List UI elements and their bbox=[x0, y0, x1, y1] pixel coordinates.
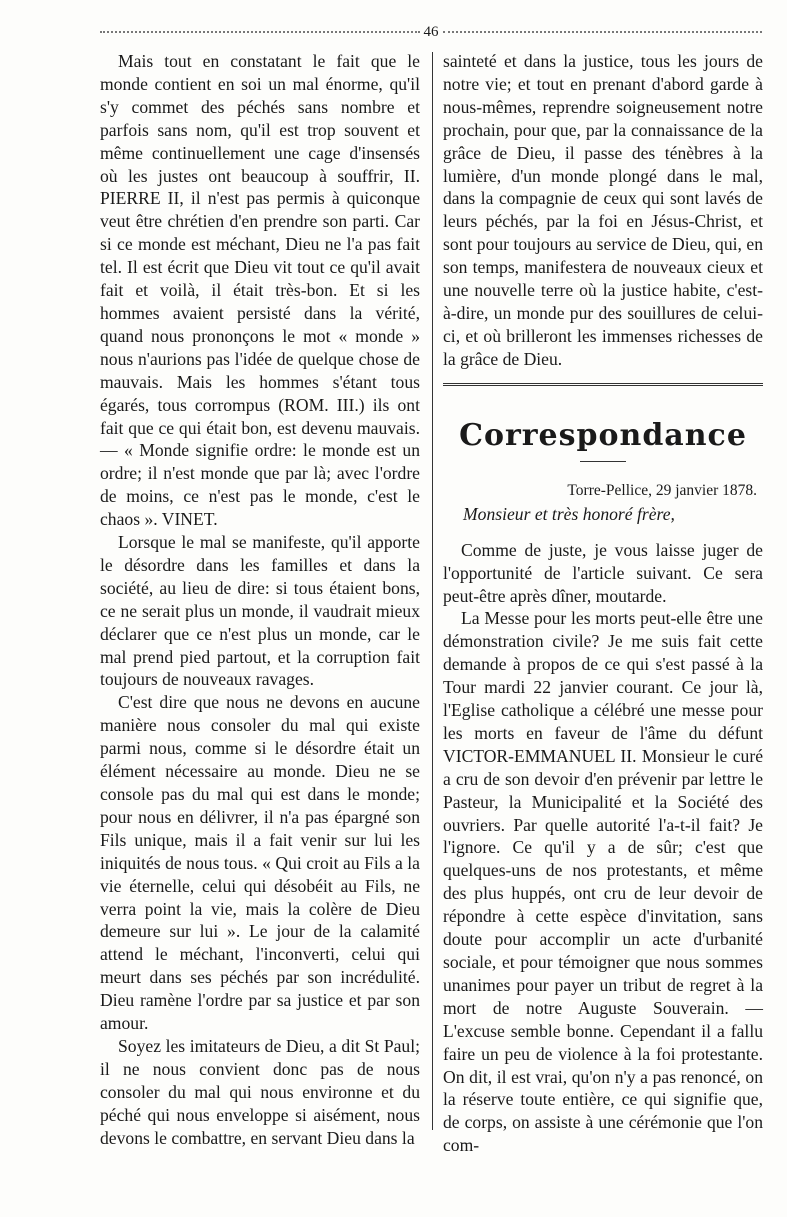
left-column bbox=[100, 50, 420, 1150]
paragraph-continuation: sainteté et dans la justice, tous les jours de notre vie; et tout en prenant d'abord garde à nous-mêmes, reprendre soigneusement notre prochain, pour que, par la connaissance de la grâce de Dieu, il passe des ténèbres à la lumière, d'un monde plongé dans le mal, dans la compagnie de ceux qui sont lavés de leurs péchés, par la foi en Jésus-Christ, et sont pour toujours au service de Dieu, qui, en son temps, manifestera de nouveaux cieux et une nouvelle terre où la justice habite, c'est-à-dire, un monde pur des souillures de celui-ci, et où brilleront les immenses richesses de la grâce de Dieu. bbox=[443, 51, 763, 369]
section-title: Correspondance bbox=[459, 417, 747, 453]
paragraph: Soyez les imitateurs de Dieu, a dit St Paul; il ne nous convient donc pas de nous consoler du mal qui nous environne et du péché qui nous enveloppe si aisément, nous devons le combattre, en servant Dieu dans la bbox=[100, 1035, 420, 1148]
right-column bbox=[443, 50, 763, 1157]
page-header bbox=[100, 22, 762, 42]
header-rule-left bbox=[100, 31, 420, 33]
header-rule-right bbox=[443, 31, 763, 33]
paragraph: Lorsque le mal se manifeste, qu'il apporte le désordre dans les familles et dans la société, au lieu de dire: si tous étaient bons, ce ne serait plus un monde, il vaudrait mieux déclarer que ce n'est plus un monde, car le mal prend pied partout, et la corruption fait toujours de nouveaux ravages. bbox=[100, 532, 420, 690]
paragraph: Mais tout en constatant le fait que le monde contient en soi un mal énorme, qu'il s'y commet des péchés sans nombre et parfois sans nom, qu'il est trop souvent et même continuellement une cage d'insensés où les justes ont beaucoup à souffrir, II. PIERRE II, il n'est pas permis à quiconque veut être chrétien d'en prendre son parti. Car si ce monde est méchant, Dieu ne l'a pas fait tel. Il est écrit que Dieu vit tout ce qu'il avait fait et voilà, il était très-bon. Et si les hommes avaient persisté dans la vérité, quand nous prononçons le mot « monde » nous n'aurions pas l'idée de quelque chose de mauvais. Mais les hommes s'étant tous égarés, tous corrompus (ROM. III.) ils ont fait que ce qui était bon, est devenu mauvais. — « Monde signifie ordre: le monde est un ordre; il n'est monde que par là; avec l'ordre de moins, ce n'est pas le monde, c'est le chaos ». VINET. bbox=[100, 51, 420, 530]
letter-salutation: Monsieur et très honoré frère, bbox=[463, 503, 675, 524]
letter-dateline: Torre-Pellice, 29 janvier 1878. bbox=[567, 481, 757, 499]
paragraph: C'est dire que nous ne devons en aucune manière nous consoler du mal qui existe parmi nous, comme si le désordre était un élément nécessaire au monde. Dieu ne se console pas du mal qui est dans le monde; pour nous en délivrer, il n'a pas épargné son Fils unique, mais il a fait venir sur lui les iniquités de nous tous. « Qui croit au Fils a la vie éternelle, celui qui désobéit au Fils, ne verra point la vie, mais la colère de Dieu demeure sur lui ». Le jour de la calamité attend le méchant, l'inconverti, celui qui meurt dans ses péchés par son incrédulité. Dieu ramène l'ordre par sa justice et par son amour. bbox=[100, 692, 420, 1034]
paragraph: La Messe pour les morts peut-elle être une démonstration civile? Je me suis fait cette demande à propos de ce qui s'est passé à la Tour mardi 22 janvier courant. Ce jour là, l'Eglise catholique a célébré une messe pour les morts en faveur de l'âme du défunt VICTOR-EMMANUEL II. Monsieur le curé a cru de son devoir d'en prévenir par lettre le Pasteur, la Municipalité et la Société des ouvriers. Par quelle autorité l'a-t-il fait? Je l'ignore. Ce qu'il y a de sûr; c'est que quelques-uns de nos protestants, et même des plus huppés, ont cru de leur devoir de répondre à cette espèce d'invitation, sans doute pour accomplir un acte d'urbanité sociale, et pour témoigner que nous sommes unanimes pour payer un tribut de regret à la mort de notre Auguste Souverain. — L'excuse semble bonne. Cependant il a fallu faire un peu de violence à la foi protestante. On dit, il est vrai, qu'on n'y a pas renoncé, on la réserve toute entière, ce qui signifie que, de corps, on assiste à une cérémonie que l'on com- bbox=[443, 608, 763, 1156]
page-number: 46 bbox=[423, 23, 439, 40]
title-underline bbox=[580, 461, 626, 462]
paragraph: Comme de juste, je vous laisse juger de l'opportunité de l'article suivant. Ce sera peut-être après dîner, moutarde. bbox=[443, 539, 763, 606]
section-divider bbox=[443, 383, 763, 386]
column-divider bbox=[432, 52, 433, 1130]
